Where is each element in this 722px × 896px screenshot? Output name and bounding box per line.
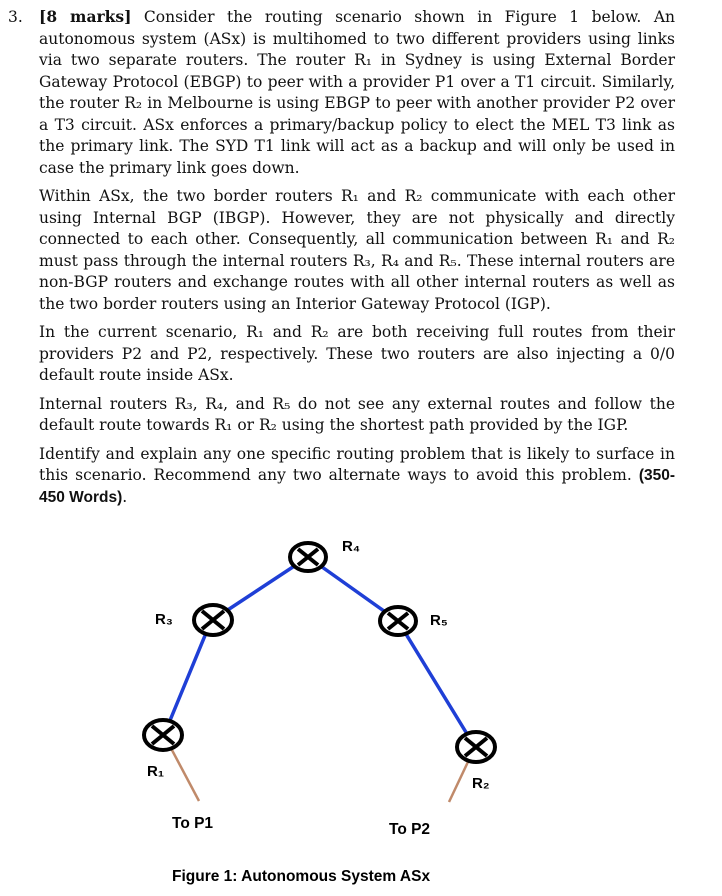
internal-links bbox=[164, 557, 475, 747]
word-limit: (350-450 Words) bbox=[39, 467, 675, 506]
router-r4-label: R₄ bbox=[342, 538, 360, 555]
paragraph-1: [8 marks] Consider the routing scenario shown in Figure 1 below. An autonomous system (ASx) is multihomed to two different providers using links via two separate routers. The router R₁ in Sydney is using External Border Gateway Protocol (EBGP) to peer with a provider P1 over a T1 circuit. Similarly, the router R₂ in Melbourne is using EBGP to peer with another provider P2 over a T3 circuit. ASx enforces a primary/backup policy to elect the MEL T3 link as the primary link. The SYD T1 link will act as a backup and will only be used in case the primary link goes down. bbox=[39, 7, 675, 177]
router-r5-label: R₅ bbox=[430, 612, 448, 629]
router-r5-icon bbox=[380, 607, 416, 635]
router-r1-icon bbox=[144, 720, 182, 750]
paragraph-3: In the current scenario, R₁ and R₂ are both receiving full routes from their providers P2 and P2, respectively. These two routers are also injecting a 0/0 default route inside ASx. bbox=[39, 323, 675, 384]
link-r1-r3 bbox=[164, 621, 211, 735]
provider-links bbox=[164, 735, 475, 802]
figure-caption: Figure 1: Autonomous System ASx bbox=[172, 868, 431, 885]
paragraph-4: Internal routers R₃, R₄, and R₅ do not see any external routes and follow the default route towards R₁ or R₂ using the shortest path provided by the IGP. bbox=[39, 394, 675, 434]
router-r1-label: R₁ bbox=[147, 763, 165, 780]
marks-label: [8 marks] bbox=[39, 7, 132, 26]
router-r2-label: R₂ bbox=[472, 775, 490, 792]
paragraph-2: Within ASx, the two border routers R₁ and R₂ communicate with each other using Internal BGP (IBGP). However, they are not physically and directly connected to each other. Consequently, all communication between R₁ and R₂ must pass through the internal routers R₃, R₄ and R₅. These internal routers are non-BGP routers and exchange routes with all other internal routers as well as the two border routers using an Interior Gateway Protocol (IGP). bbox=[39, 187, 675, 313]
question-number: 3. bbox=[8, 8, 23, 26]
router-r4-icon bbox=[290, 543, 326, 571]
to-p1-label: To P1 bbox=[172, 815, 214, 832]
router-r3-icon bbox=[194, 605, 232, 635]
router-r2-icon bbox=[457, 732, 495, 762]
link-r5-r2 bbox=[398, 621, 475, 747]
to-p2-label: To P2 bbox=[389, 821, 431, 838]
router-r3-label: R₃ bbox=[155, 611, 173, 628]
paragraph-5: Identify and explain any one specific routing problem that is likely to surface in this scenario. Recommend any two alternate ways to avoid this problem. (350-450 Words). bbox=[39, 444, 675, 506]
